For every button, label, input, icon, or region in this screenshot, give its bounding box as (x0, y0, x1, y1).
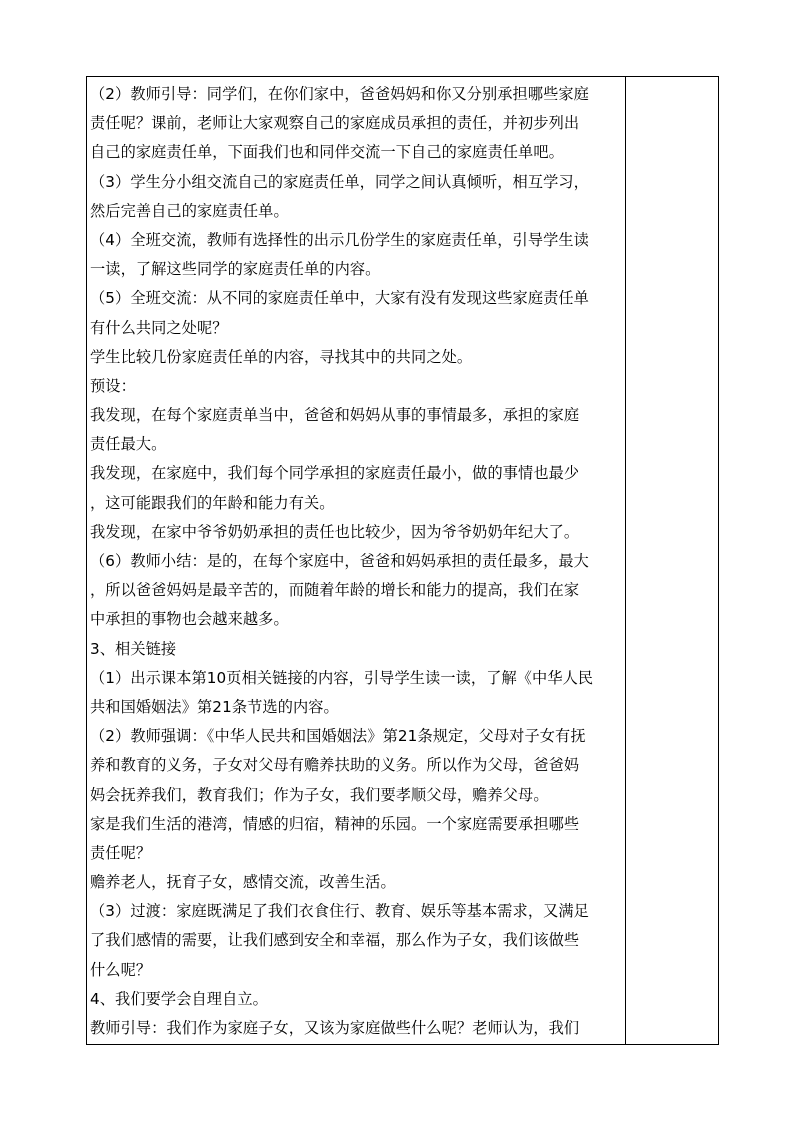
text-line: 家是我们生活的港湾，情感的归宿，精神的乐园。一个家庭需要承担哪些 (90, 814, 580, 833)
text-line: 有什么共同之处呢？ (90, 318, 228, 337)
text-line: 赡养老人，抚育子女，感情交流，改善生活。 (90, 873, 396, 892)
text-line: （6）教师小结：是的，在每个家庭中，爸爸和妈妈承担的责任最多，最大 (90, 552, 589, 570)
text-line: 养和教育的义务，子女对父母有赡养扶助的义务。所以作为父母，爸爸妈 (90, 756, 580, 775)
text-line: 责任最大。 (90, 435, 167, 454)
text-line: （2）教师引导：同学们，在你们家中，爸爸妈妈和你又分别承担哪些家庭 (90, 85, 589, 103)
text-line: 责任呢？课前，老师让大家观察自己的家庭成员承担的责任，并初步列出 (90, 114, 580, 133)
text-line: 中承担的事物也会越来越多。 (90, 610, 289, 629)
text-line: 然后完善自己的家庭责任单。 (90, 201, 289, 220)
text-line: 我发现，在每个家庭责单当中，爸爸和妈妈从事的事情最多，承担的家庭 (90, 406, 580, 425)
column-divider (625, 77, 626, 1044)
text-line: 了我们感情的需要，让我们感到安全和幸福，那么作为子女，我们该做些 (90, 931, 580, 950)
text-line: 妈会抚养我们，教育我们；作为子女，我们要孝顺父母，赡养父母。 (90, 785, 549, 804)
text-line: 我发现，在家中爷爷奶奶承担的责任也比较少，因为爷爷奶奶年纪大了。 (90, 522, 580, 541)
text-line: 责任呢？ (90, 843, 152, 862)
text-line: （5）全班交流：从不同的家庭责任单中，大家有没有发现这些家庭责任单 (90, 289, 589, 308)
text-line: ，所以爸爸妈妈是最辛苦的，而随着年龄的增长和能力的提高，我们在家 (90, 581, 580, 600)
lesson-content-cell (90, 80, 622, 1040)
text-line: 教师引导：我们作为家庭子女，又该为家庭做些什么呢？老师认为，我们 (90, 1019, 580, 1037)
text-line: ，这可能跟我们的年龄和能力有关。 (90, 493, 335, 512)
text-line: 自己的家庭责任单，下面我们也和同伴交流一下自己的家庭责任单吧。 (90, 143, 564, 162)
text-line: 一读，了解这些同学的家庭责任单的内容。 (90, 260, 381, 279)
text-line: （1）出示课本第10页相关链接的内容，引导学生读一读，了解《中华人民 (90, 668, 594, 687)
text-line: 什么呢？ (90, 960, 152, 979)
text-line: （3）过渡：家庭既满足了我们衣食住行、教育、娱乐等基本需求，又满足 (90, 902, 589, 921)
text-line: （3）学生分小组交流自己的家庭责任单，同学之间认真倾听，相互学习， (90, 172, 589, 191)
text-line: 4、我们要学会自理自立。 (90, 989, 268, 1008)
text-line: （4）全班交流，教师有选择性的出示几份学生的家庭责任单，引导学生读 (90, 230, 589, 249)
text-line: 共和国婚姻法》第21条节选的内容。 (90, 697, 339, 716)
text-line: 学生比较几份家庭责任单的内容，寻找其中的共同之处。 (90, 347, 473, 366)
text-line: 预设： (90, 376, 136, 395)
text-line: 3、相关链接 (90, 639, 177, 658)
text-line: 我发现，在家庭中，我们每个同学承担的家庭责任最小，做的事情也最少 (90, 464, 580, 483)
text-line: （2）教师强调：《中华人民共和国婚姻法》第21条规定，父母对子女有抚 (90, 727, 586, 746)
notes-cell (627, 80, 717, 1040)
lesson-table (86, 76, 719, 1045)
